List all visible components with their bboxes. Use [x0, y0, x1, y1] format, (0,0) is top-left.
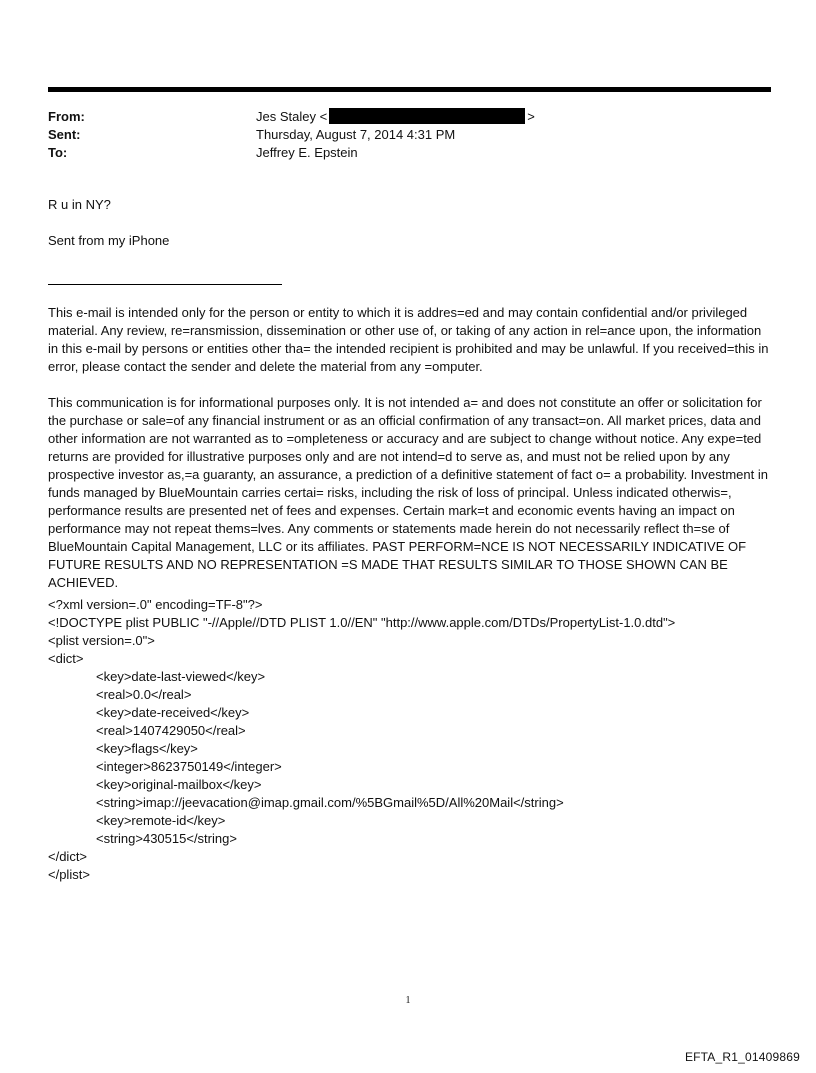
from-name: Jes Staley <	[256, 109, 328, 124]
xml-plist-block	[48, 596, 773, 884]
email-header	[48, 108, 748, 162]
xml-line: <key>flags</key>	[96, 741, 198, 756]
xml-line: </dict>	[48, 849, 88, 864]
xml-line: <string>430515</string>	[96, 831, 237, 846]
from-label: From:	[48, 109, 85, 124]
to-label: To:	[48, 145, 68, 160]
disclaimer	[48, 304, 773, 592]
message-body	[48, 196, 773, 250]
from-row	[48, 108, 748, 126]
bates-number: EFTA_R1_01409869	[684, 1050, 800, 1064]
disclaimer-paragraph-1: This e-mail is intended only for the person or entity to which it is addres=ed and may contain confidential and/or privileged material. Any review, re=ransmission, dissemination or other use of, or taking of any action in rel=ance upon, the information in this e-mail by persons or entities other tha= the intended recipient is prohibited and may be unlawful. If you received=this in error, please contact the sender and delete the material from any =omputer.	[48, 305, 769, 374]
xml-line: <plist version=.0">	[48, 633, 155, 648]
signature-line: Sent from my iPhone	[48, 233, 170, 248]
from-value	[256, 108, 535, 126]
xml-line: <dict>	[48, 651, 84, 666]
xml-line: </plist>	[48, 867, 90, 882]
xml-line: <key>remote-id</key>	[96, 813, 226, 828]
to-value: Jeffrey E. Epstein	[256, 145, 358, 160]
disclaimer-paragraph-2: This communication is for informational purposes only. It is not intended a= and does not constitute an offer or solicitation for the purchase or sale=of any financial instrument or as an official confirmation of any transact=on. All market prices, data and other information are not warranted as to =ompleteness or accuracy and are subject to change without notice. Any expe=ted returns are provided for illustrative purposes only and are not intend=d to serve as, and must not be relied upon by any prospective investor as,=a guaranty, an assurance, a prediction of a definitive statement of fact o= a probability. Investment in funds managed by BlueMountain carries certai= risks, including the risk of loss of principal. Unless indicated otherwis=, performance results are presented net of fees and expenses. Certain mark=t and economic events having an impact on performance may not repeat thems=lves. Any comments or statements made herein do not necessarily reflect th=se of BlueMountain Capital Management, LLC or its affiliates. PAST PERFORM=NCE IS NOT NECESSARILY INDICATIVE OF FUTURE RESULTS AND NO REPRESENTATION =S MADE THAT RESULTS SIMILAR TO THOSE SHOWN CAN BE ACHIEVED.	[48, 395, 768, 590]
xml-line: <key>date-last-viewed</key>	[96, 669, 266, 684]
message-line: R u in NY?	[48, 197, 111, 212]
sent-value: Thursday, August 7, 2014 4:31 PM	[256, 127, 456, 142]
sent-label: Sent:	[48, 127, 81, 142]
xml-line: <string>imap://jeevacation@imap.gmail.com/%5BGmail%5D/All%20Mail</string>	[96, 795, 564, 810]
to-row	[48, 144, 748, 162]
redaction-box	[329, 108, 525, 124]
xml-line: <real>0.0</real>	[96, 687, 192, 702]
header-rule	[48, 87, 771, 92]
sent-row	[48, 126, 748, 144]
xml-line: <key>original-mailbox</key>	[96, 777, 262, 792]
page-number: 1	[405, 995, 411, 1006]
xml-line: <!DOCTYPE plist PUBLIC "-//Apple//DTD PLIST 1.0//EN" "http://www.apple.com/DTDs/PropertyList-1.0.dtd">	[48, 615, 676, 630]
xml-line: <integer>8623750149</integer>	[96, 759, 282, 774]
from-close: >	[527, 109, 535, 124]
xml-line: <real>1407429050</real>	[96, 723, 246, 738]
separator-line	[48, 284, 282, 285]
xml-line: <?xml version=.0" encoding=TF-8"?>	[48, 597, 263, 612]
xml-line: <key>date-received</key>	[96, 705, 250, 720]
